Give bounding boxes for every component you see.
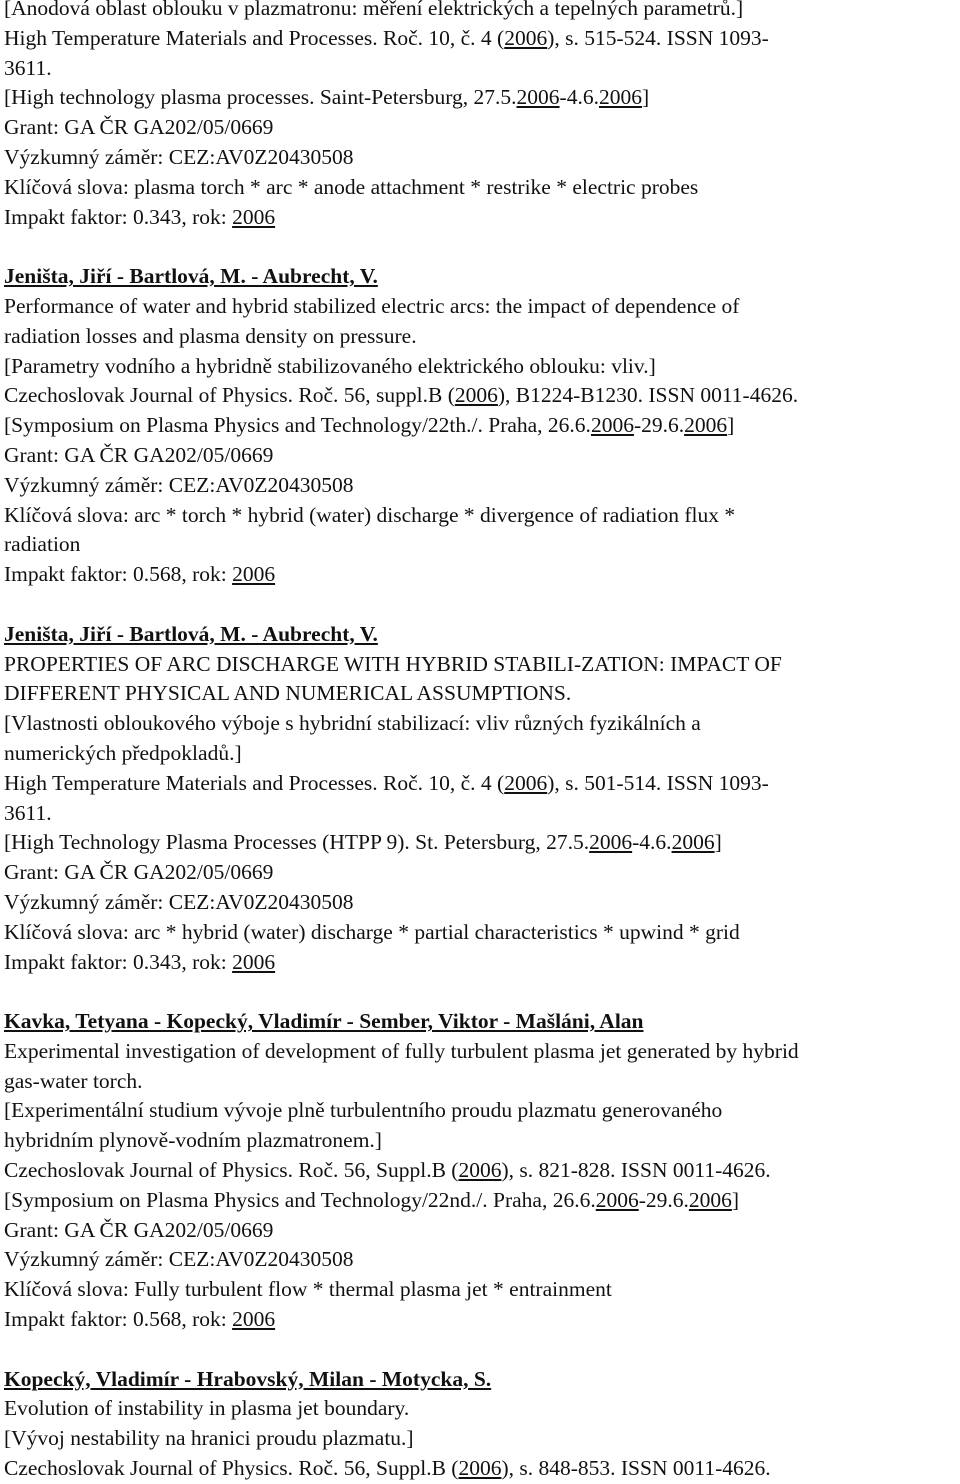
entry-line: Grant: GA ČR GA202/05/0669: [4, 115, 274, 140]
publication-entry: [4, 1365, 956, 1484]
publication-entry: [4, 0, 956, 232]
entry-line: Performance of water and hybrid stabilized electric arcs: the impact of dependence of: [4, 293, 740, 318]
year-link[interactable]: 2006: [589, 830, 633, 855]
year-link[interactable]: 2006: [232, 1307, 276, 1332]
entry-line: High Temperature Materials and Processes. Roč. 10, č. 4 (2006), s. 515-524. ISSN 1093-: [4, 25, 769, 50]
entry-line: Czechoslovak Journal of Physics. Roč. 56, Suppl.B (2006), s. 821-828. ISSN 0011-4626.: [4, 1158, 771, 1183]
entry-line: [Symposium on Plasma Physics and Technology/22th./. Praha, 26.6.2006-29.6.2006]: [4, 413, 735, 438]
publication-entry: [4, 1007, 956, 1335]
entry-line: Czechoslovak Journal of Physics. Roč. 56, Suppl.B (2006), s. 848-853. ISSN 0011-4626.: [4, 1456, 771, 1481]
entry-authors[interactable]: Kopecký, Vladimír - Hrabovský, Milan - Motycka, S.: [4, 1366, 492, 1391]
entry-line: Impakt faktor: 0.568, rok: 2006: [4, 562, 276, 587]
publication-entry: [4, 262, 956, 590]
entry-line: gas-water torch.: [4, 1068, 143, 1093]
year-link[interactable]: 2006: [684, 413, 728, 438]
entry-line: [High Technology Plasma Processes (HTPP 9). St. Petersburg, 27.5.2006-4.6.2006]: [4, 830, 722, 855]
entry-line: Výzkumný záměr: CEZ:AV0Z20430508: [4, 144, 354, 169]
year-link[interactable]: 2006: [232, 562, 276, 587]
entry-separator: [4, 232, 956, 262]
entry-line: Výzkumný záměr: CEZ:AV0Z20430508: [4, 472, 354, 497]
entry-line: Czechoslovak Journal of Physics. Roč. 56, suppl.B (2006), B1224-B1230. ISSN 0011-4626.: [4, 383, 799, 408]
year-link[interactable]: 2006: [595, 1187, 639, 1212]
entry-line: Grant: GA ČR GA202/05/0669: [4, 442, 274, 467]
entry-line: Grant: GA ČR GA202/05/0669: [4, 860, 274, 885]
entry-line: Klíčová slova: arc * hybrid (water) discharge * partial characteristics * upwind * grid: [4, 919, 740, 944]
year-link[interactable]: 2006: [458, 1158, 502, 1183]
entry-separator: [4, 1335, 956, 1365]
year-link[interactable]: 2006: [232, 204, 276, 229]
entry-line: [High technology plasma processes. Saint-Petersburg, 27.5.2006-4.6.2006]: [4, 85, 650, 110]
entry-line: Výzkumný záměr: CEZ:AV0Z20430508: [4, 1247, 354, 1272]
entry-line: [Vlastnosti obloukového výboje s hybridní stabilizací: vliv různých fyzikálních a: [4, 711, 701, 736]
entry-line: Experimental investigation of development of fully turbulent plasma jet generated by hybrid: [4, 1038, 799, 1063]
year-link[interactable]: 2006: [232, 949, 276, 974]
year-link[interactable]: 2006: [458, 1456, 502, 1481]
entry-line: Klíčová slova: Fully turbulent flow * thermal plasma jet * entrainment: [4, 1277, 612, 1302]
entry-line: [Vývoj nestability na hranici proudu plazmatu.]: [4, 1426, 414, 1451]
entry-line: Grant: GA ČR GA202/05/0669: [4, 1217, 274, 1242]
entry-line: Klíčová slova: arc * torch * hybrid (water) discharge * divergence of radiation flux *: [4, 502, 736, 527]
year-link[interactable]: 2006: [516, 85, 560, 110]
entry-separator: [4, 977, 956, 1007]
entry-line: Impakt faktor: 0.343, rok: 2006: [4, 204, 276, 229]
year-link[interactable]: 2006: [504, 770, 548, 795]
entry-authors[interactable]: Kavka, Tetyana - Kopecký, Vladimír - Sember, Viktor - Mašláni, Alan: [4, 1009, 644, 1034]
year-link[interactable]: 2006: [454, 383, 498, 408]
entry-separator: [4, 590, 956, 620]
entry-line: [Anodová oblast oblouku v plazmatronu: měření elektrických a tepelných parametrů.]: [4, 0, 744, 20]
entry-line: numerických předpokladů.]: [4, 740, 242, 765]
entry-authors[interactable]: Jeništa, Jiří - Bartlová, M. - Aubrecht, V.: [4, 264, 378, 289]
year-link[interactable]: 2006: [504, 25, 548, 50]
entry-line: Evolution of instability in plasma jet boundary.: [4, 1396, 410, 1421]
entry-line: 3611.: [4, 55, 52, 80]
entry-line: hybridním plynově-vodním plazmatronem.]: [4, 1128, 382, 1153]
entry-line: Impakt faktor: 0.343, rok: 2006: [4, 949, 276, 974]
entry-line: 3611.: [4, 800, 52, 825]
entry-authors[interactable]: Jeništa, Jiří - Bartlová, M. - Aubrecht, V.: [4, 621, 378, 646]
publication-list: [4, 0, 956, 1484]
entry-line: [Symposium on Plasma Physics and Technology/22nd./. Praha, 26.6.2006-29.6.2006]: [4, 1187, 740, 1212]
entry-line: radiation losses and plasma density on pressure.: [4, 323, 417, 348]
year-link[interactable]: 2006: [688, 1187, 732, 1212]
year-link[interactable]: 2006: [671, 830, 715, 855]
entry-line: [Experimentální studium vývoje plně turbulentního proudu plazmatu generovaného: [4, 1098, 723, 1123]
entry-line: [Parametry vodního a hybridně stabilizovaného elektrického oblouku: vliv.]: [4, 353, 656, 378]
year-link[interactable]: 2006: [590, 413, 634, 438]
entry-line: Klíčová slova: plasma torch * arc * anode attachment * restrike * electric probes: [4, 174, 699, 199]
year-link[interactable]: 2006: [598, 85, 642, 110]
entry-line: Výzkumný záměr: CEZ:AV0Z20430508: [4, 889, 354, 914]
entry-line: radiation: [4, 532, 81, 557]
entry-line: PROPERTIES OF ARC DISCHARGE WITH HYBRID STABILI-ZATION: IMPACT OF: [4, 651, 782, 676]
entry-line: High Temperature Materials and Processes. Roč. 10, č. 4 (2006), s. 501-514. ISSN 1093-: [4, 770, 769, 795]
publication-entry: [4, 620, 956, 978]
entry-line: DIFFERENT PHYSICAL AND NUMERICAL ASSUMPTIONS.: [4, 681, 572, 706]
entry-line: Impakt faktor: 0.568, rok: 2006: [4, 1307, 276, 1332]
